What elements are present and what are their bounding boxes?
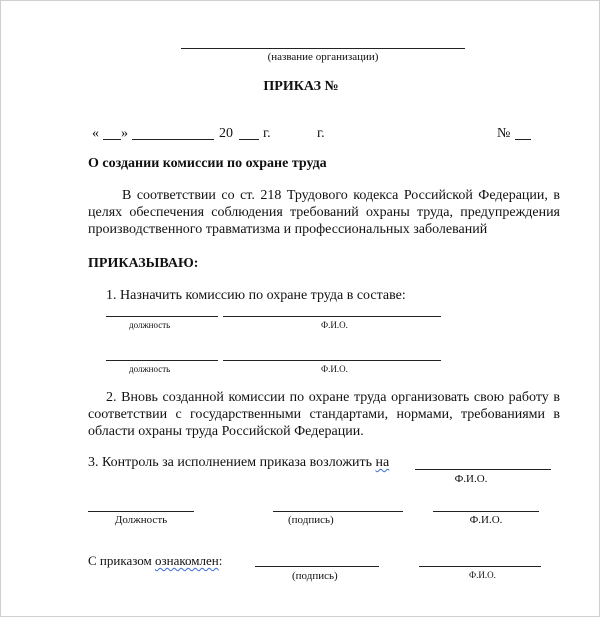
year-blank — [239, 139, 259, 140]
quote-open: « — [92, 126, 99, 141]
year-suffix: г. — [263, 126, 271, 141]
signature-position-label: Должность — [114, 514, 168, 526]
acknowledged-fio-label: Ф.И.О. — [469, 570, 496, 580]
number-blank — [515, 139, 531, 140]
position-label: должность — [129, 364, 171, 374]
signature-sign-label: (подпись) — [288, 514, 334, 526]
quote-close: » — [121, 126, 128, 141]
responsible-fio-label: Ф.И.О. — [454, 473, 488, 485]
item-2: 2. Вновь созданной комиссии по охране труда организовать свою работу в соответствии с государственными стандартами, нормами, требованиями в области охраны труда Российской Федерации. — [88, 390, 560, 439]
item-3-text: 3. Контроль за исполнением приказа возложить — [88, 455, 376, 470]
signature-sign-blank — [273, 511, 403, 512]
acknowledged-word: ознакомлен — [155, 553, 219, 568]
order-subject: О создании комиссии по охране труда — [88, 156, 327, 171]
item-3-last-word: на — [375, 455, 390, 470]
acknowledged-suffix: : — [218, 553, 223, 568]
item-1: 1. Назначить комиссию по охране труда в составе: — [106, 288, 406, 303]
acknowledged-text — [88, 553, 222, 569]
signature-fio-blank — [433, 511, 539, 512]
organization-label: (название организации) — [267, 51, 379, 63]
city-suffix: г. — [317, 126, 325, 141]
name-blank — [223, 316, 441, 317]
acknowledged-sign-label: (подпись) — [292, 570, 338, 582]
name-blank — [223, 360, 441, 361]
order-word: ПРИКАЗЫВАЮ: — [88, 256, 199, 271]
acknowledged-fio-blank — [419, 566, 541, 567]
position-blank — [106, 316, 218, 317]
position-blank — [106, 360, 218, 361]
acknowledged-sign-blank — [255, 566, 379, 567]
number-label: № — [497, 126, 511, 141]
day-blank — [103, 139, 121, 140]
item-3 — [88, 455, 389, 471]
responsible-blank — [415, 469, 551, 470]
organization-line — [181, 48, 465, 49]
name-label: Ф.И.О. — [321, 364, 348, 374]
signature-fio-label: Ф.И.О. — [469, 514, 503, 526]
name-label: Ф.И.О. — [321, 320, 348, 330]
month-blank — [132, 139, 214, 140]
order-title: ПРИКАЗ № — [263, 79, 339, 94]
acknowledged-prefix: С приказом — [88, 553, 156, 568]
position-label: должность — [129, 320, 171, 330]
year-prefix: 20 — [219, 126, 233, 141]
signature-position-blank — [88, 511, 194, 512]
intro-paragraph: В соответствии со ст. 218 Трудового кодекса Российской Федерации, в целях обеспечения соблюдения требований охраны труда, предупреждения производственного травматизма и профессиональных заболеваний — [88, 188, 560, 237]
